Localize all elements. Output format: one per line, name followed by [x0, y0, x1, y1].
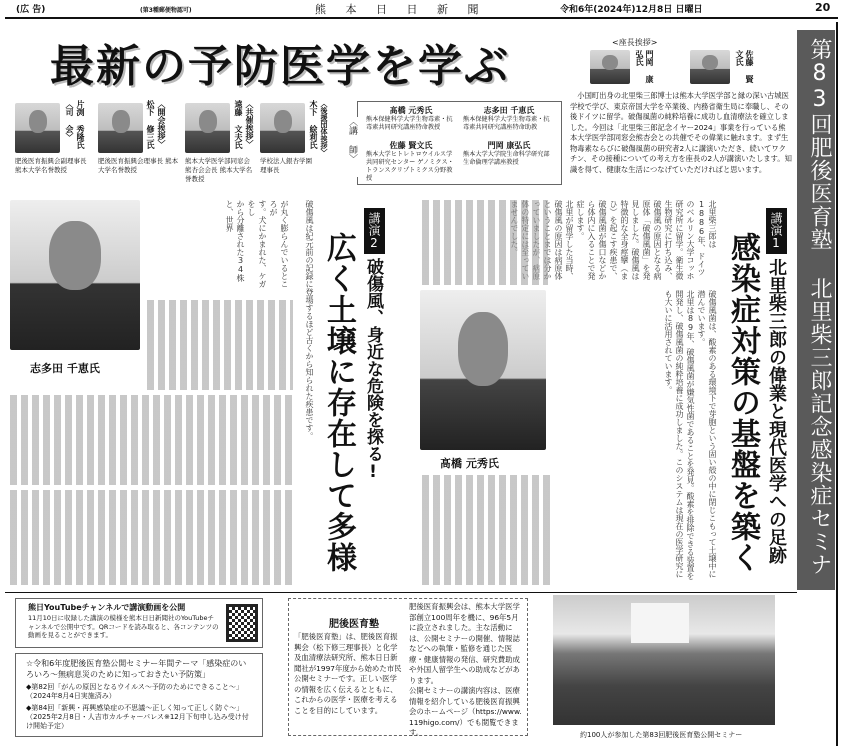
official-photo	[15, 103, 60, 153]
header-rule	[5, 17, 838, 19]
newspaper-name: 熊 本 日 日 新 聞	[315, 3, 487, 16]
official-name: 木下 絵莉氏	[309, 100, 318, 149]
official-name: 松下 修三氏	[146, 100, 155, 149]
series-item: ◆第82回「がんの原因となるウイルス〜予防のためにできること〜」（2024年8月4日実施済み）	[26, 683, 243, 700]
qr-code[interactable]	[226, 604, 258, 642]
lecture2-body-text	[8, 395, 293, 485]
chair-name: 門岡 康弘氏	[635, 50, 654, 83]
series-item: ◆第84回「新興・再興感染症の不思議〜正しく知って正しく防ぐ〜」（2025年2月8日・人吉市カルチャーパレス※12月下旬申し込み受け付け開始予定）	[26, 704, 249, 730]
official-role: 〈司 会〉	[65, 100, 74, 141]
lecture1-tag: 講演1	[766, 208, 787, 254]
lecturer-name: 門岡 康弘氏	[487, 141, 531, 150]
youtube-box	[15, 598, 263, 648]
paragraph: す。犬にかまれた、ケガをし	[247, 200, 267, 288]
juku-box	[288, 598, 528, 736]
lecturer-title: 熊本大学ヒトレトロウイルス学共同研究センター ゲノミクス・トランスクリプトミクス分野教授	[366, 151, 454, 182]
official-name: 遠藤 文夫氏	[234, 100, 243, 149]
paragraph: 肥後医育振興会は、熊本大学医学部創立100周年を機に、96年5月に設立されました。主な活動には、公開セミナーの開催、情報誌などへの執筆・監修を通じた医療・健康情報の発信、研究費助成や外国人留学生への助成などがあります。	[409, 602, 520, 685]
seminar-banner-text: 第83回肥後医育塾 北里柴三郎記念感染症セミナー	[776, 38, 832, 576]
lecturer-name: 髙橋 元秀氏	[389, 106, 433, 115]
ad-label: (広 告)	[16, 5, 46, 15]
chair-photo-sato	[690, 50, 730, 84]
page-title: 最新の予防医学を学ぶ	[50, 41, 510, 92]
lecture1-body-text	[420, 475, 550, 585]
lecture2-body	[150, 200, 290, 290]
page-number: 20	[815, 1, 831, 14]
juku-text	[409, 602, 524, 739]
lecturer-entry	[366, 140, 456, 183]
lecture2-speaker-photo	[10, 200, 140, 350]
lecture2-subtitle: 破傷風、身近な危険を探る!	[363, 258, 383, 482]
lecture1-body	[552, 200, 718, 282]
lecture1-body	[552, 290, 718, 585]
juku-title: 肥後医育塾	[329, 619, 379, 630]
chairs-label: <座長挨拶>	[612, 38, 658, 47]
official-photo	[260, 103, 305, 153]
youtube-text: 11月10日に収録した講演の模様を熊本日日新聞社のYouTubeチャンネルで公開中です。QRコードを読み取ると、各コンテンツの動画を見ることができます。	[28, 614, 219, 639]
lecturer-name: 佐藤 賢文氏	[389, 141, 433, 150]
series-box	[15, 653, 263, 737]
chair-photo-kadooka	[590, 50, 630, 84]
paragraph: 北里柴三郎は1886年、ドイツのベルリン大学コッホ研究所に留学。衛生微生物研究に打ち込み、破傷風の原因となる病原体「破傷風菌」を発見しました。破傷風は特徴的な全身痙攣（まひ）を起こす疾患で、破傷風菌が傷口などから体内に入ることで発症します。	[576, 200, 717, 280]
paragraph: 北里は89年、破傷風菌が嫌気性菌であることを発見。酸素を排除できる装置を開発し、破傷風菌の純粋培養に成功しました。このシステムは現在の医学研究にも大いに活用されています。	[664, 290, 695, 580]
lecturer-entry	[463, 140, 555, 167]
lecture2-body-text	[8, 490, 293, 585]
lecturer-name: 志多田 千恵氏	[483, 106, 535, 115]
venue-photo-caption: 約100人が参加した第83回肥後医育塾公開セミナー	[580, 731, 743, 739]
lecturers-box	[347, 101, 562, 185]
lecture2-body-text	[145, 300, 293, 390]
lecture2-body	[295, 200, 315, 585]
issue-date: 令和6年(2024年)12月8日 日曜日	[560, 5, 703, 15]
lecturer-entry	[366, 105, 456, 132]
lecture1-speaker-photo	[420, 290, 546, 450]
lecture1-photo-caption: 髙橋 元秀氏	[440, 457, 499, 470]
lecture2-photo-caption: 志多田 千恵氏	[30, 362, 100, 375]
official-role: 〈共催挨拶〉	[245, 100, 254, 148]
lecturer-title: 熊本保健科学大学生物毒素・抗毒素共同研究講座特命助教	[463, 116, 550, 131]
lecture1-subtitle: 北里柴三郎の偉業と現代医学への足跡	[766, 258, 787, 564]
projection-screen	[631, 603, 689, 643]
lecturer-title: 熊本保健科学大学生物毒素・抗毒素共同研究講座特命教授	[366, 116, 453, 131]
official-title: 学校法人銀杏学園 理事長	[260, 157, 312, 174]
juku-text: 「肥後医育塾」は、肥後医育振興会（松下修三理事長）と化学及血清療法研究所、熊本日日新聞社が1997年度から始めた市民公開セミナーです。正しい医学の情報を広く伝えるとともに、これからの医学・医療を考えることを目的にしています。	[294, 632, 402, 715]
lecture2-tag: 講演2	[364, 208, 385, 254]
official-title: 熊本大学医学部同窓会 熊杏会会長 熊本大学名誉教授	[185, 157, 253, 183]
official-photo	[185, 103, 230, 153]
lecture1-headline: 感染症対策の基盤を築く	[725, 232, 760, 573]
lecture1-body-text	[420, 200, 548, 285]
lecturer-entry	[463, 105, 555, 132]
paragraph: が丸く膨らんでいるところが	[269, 200, 289, 288]
paragraph: 破傷風は紀元前の記録に登場するほど古くから知られた疾患です。	[305, 200, 314, 440]
intro-text: 小国町出身の北里柴三郎博士は熊本大学医学部と縁の深い古城医学校で学び、東京帝国大学を卒業後、内務省衛生局に奉職し、その後ドイツに留学。破傷風菌の純粋培養に成功し血清療法を確立しました。今回は「北里柴三郎記念イヤー2024」事業を行っている熊本大学医学部同窓会熊杏会との共催でその偉業に触れます。まず生物毒素ならびに破傷風菌の研究者2人に講演いただき、続いてワクチン、その接種についての考え方を座長の2人が講演いたします。知識を得て、健康な生活につなげていただければと思います。	[570, 91, 792, 174]
paragraph: 破傷風菌は、酸素のある環境下で芽胞という固い殻の中に閉じこもって土壌中に潜んでいます。	[697, 290, 717, 578]
paragraph: 北里が留学した当時、破傷風の原因は病原体	[554, 200, 574, 280]
series-theme: ☆令和6年度肥後医育塾公開セミナー年間テーマ「感染症のいろいろ〜無病息災のために知っておきたい予防策」	[26, 659, 247, 679]
chair-name: 佐藤 賢文氏	[735, 50, 754, 83]
section-rule	[5, 592, 797, 593]
paragraph: 公開セミナーの講演内容は、医療情報を紹介している肥後医育振興会のホームページ（https://www.119higo.com/）でも閲覧できます。	[409, 686, 522, 737]
paragraph: から分離された34株と、世界	[225, 200, 245, 282]
official-photo	[98, 103, 143, 153]
postal-note: (第3種郵便物認可)	[140, 7, 192, 14]
official-role: 〈後援団体挨拶〉	[320, 100, 328, 156]
venue-photo	[553, 595, 775, 725]
official-role: 〈開会挨拶〉	[157, 100, 166, 148]
lecturers-label: 〈講 師〉	[346, 117, 359, 177]
lecturer-title: 熊本大学大学院生命科学研究部生命倫理学講座教授	[463, 151, 550, 166]
lecture2-headline: 広く土壌に存在して多様	[321, 232, 356, 573]
official-name: 片渕 秀隆氏	[76, 100, 85, 149]
official-title: 肥後医育振興会理事長 熊本大学名誉教授	[98, 157, 179, 174]
official-title: 肥後医育振興会副理事長 熊本大学名誉教授	[15, 157, 87, 174]
youtube-title: 熊日YouTubeチャンネルで講演動画を公開	[28, 603, 186, 612]
